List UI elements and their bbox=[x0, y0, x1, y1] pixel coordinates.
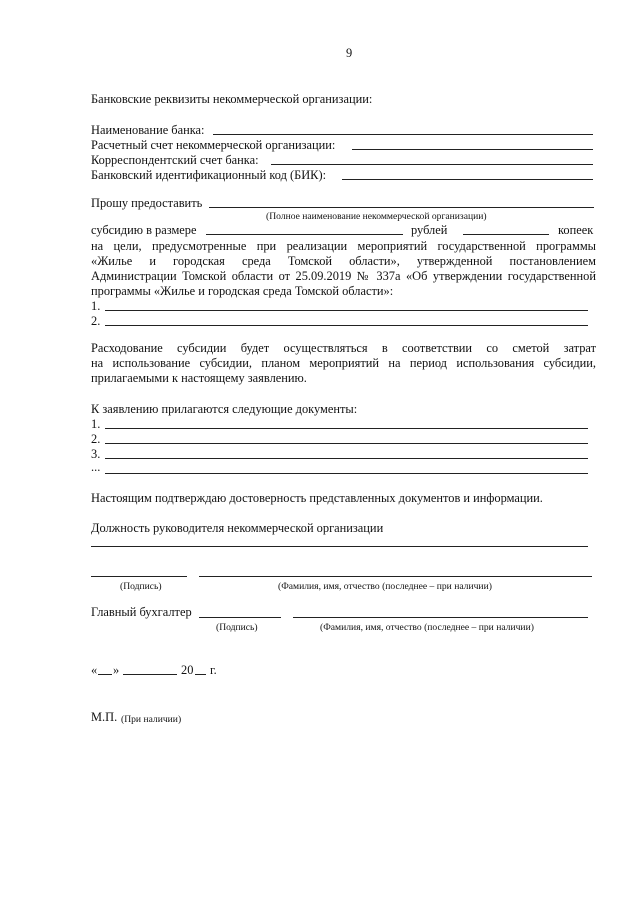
head-signature-field[interactable] bbox=[91, 576, 187, 577]
document-item-field[interactable] bbox=[105, 473, 588, 474]
accountant-signature-hint: (Подпись) bbox=[216, 622, 258, 633]
confirm-text: Настоящим подтверждаю достоверность представленных документов и информации. bbox=[91, 491, 543, 505]
expenses-line-3: прилагаемыми к настоящему заявлению. bbox=[91, 371, 307, 385]
bank-name-field[interactable] bbox=[213, 134, 593, 135]
date-month-field[interactable] bbox=[123, 674, 177, 675]
document-item-field[interactable] bbox=[105, 443, 588, 444]
purpose-line-2: «Жилье и городская среда Томской области», утвержденной постановлением bbox=[91, 254, 596, 268]
bik-label: Банковский идентификационный код (БИК): bbox=[91, 168, 327, 182]
bik-field[interactable] bbox=[342, 179, 593, 180]
purpose-item-field[interactable] bbox=[105, 325, 588, 326]
bank-heading: Банковские реквизиты некоммерческой организации: bbox=[91, 92, 373, 106]
page-number: 9 bbox=[346, 46, 353, 60]
purpose-item-number: 1. bbox=[91, 299, 101, 313]
date-open-quote: « bbox=[91, 663, 98, 677]
documents-heading: К заявлению прилагаются следующие документы: bbox=[91, 402, 358, 416]
kopecks-field[interactable] bbox=[463, 234, 549, 235]
subsidy-label: субсидию в размере bbox=[91, 223, 197, 237]
bank-name-label: Наименование банка: bbox=[91, 123, 205, 137]
accountant-label: Главный бухгалтер bbox=[91, 605, 192, 619]
accountant-fio-field[interactable] bbox=[293, 617, 588, 618]
purpose-line-3: Администрации Томской области от 25.09.2019 № 337а «Об утверждении государственной bbox=[91, 269, 596, 283]
head-fio-field[interactable] bbox=[199, 576, 592, 577]
document-item-number: 1. bbox=[91, 417, 101, 431]
document-item-number: 2. bbox=[91, 432, 101, 446]
stamp-hint: (При наличии) bbox=[121, 714, 182, 725]
head-fio-hint: (Фамилия, имя, отчество (последнее – при наличии) bbox=[278, 581, 492, 592]
accountant-signature-field[interactable] bbox=[199, 617, 281, 618]
document-item-number: 3. bbox=[91, 447, 101, 461]
rubles-field[interactable] bbox=[206, 234, 403, 235]
org-name-hint: (Полное наименование некоммерческой организации) bbox=[266, 211, 487, 222]
rubles-label: рублей bbox=[411, 223, 448, 237]
kopecks-label: копеек bbox=[558, 223, 594, 237]
stamp-label: М.П. bbox=[91, 710, 118, 724]
corr-account-field[interactable] bbox=[271, 164, 593, 165]
prosu-label: Прошу предоставить bbox=[91, 196, 203, 210]
corr-account-label: Корреспондентский счет банка: bbox=[91, 153, 259, 167]
accountant-fio-hint: (Фамилия, имя, отчество (последнее – при наличии) bbox=[320, 622, 534, 633]
document-item-field[interactable] bbox=[105, 428, 588, 429]
account-label: Расчетный счет некоммерческой организации: bbox=[91, 138, 336, 152]
date-year-suffix: г. bbox=[210, 663, 217, 677]
account-field[interactable] bbox=[352, 149, 593, 150]
purpose-line-1: на цели, предусмотренные при реализации мероприятий государственной программы bbox=[91, 239, 596, 253]
purpose-item-field[interactable] bbox=[105, 310, 588, 311]
org-name-field[interactable] bbox=[209, 207, 594, 208]
expenses-line-2: на использование субсидии, планом мероприятий на период использования субсидии, bbox=[91, 356, 596, 370]
purpose-item-number: 2. bbox=[91, 314, 101, 328]
head-position-label: Должность руководителя некоммерческой организации bbox=[91, 521, 384, 535]
date-day-field[interactable] bbox=[98, 674, 112, 675]
date-year-prefix: 20 bbox=[181, 663, 194, 677]
expenses-line-1: Расходование субсидии будет осуществляться в соответствии со сметой затрат bbox=[91, 341, 596, 355]
head-signature-hint: (Подпись) bbox=[120, 581, 162, 592]
document-item-field[interactable] bbox=[105, 458, 588, 459]
date-year-field[interactable] bbox=[195, 674, 206, 675]
document-item-number: ... bbox=[91, 460, 101, 474]
date-close-quote: » bbox=[113, 663, 120, 677]
head-position-field[interactable] bbox=[91, 546, 588, 547]
purpose-line-4: программы «Жилье и городская среда Томской области»: bbox=[91, 284, 394, 298]
